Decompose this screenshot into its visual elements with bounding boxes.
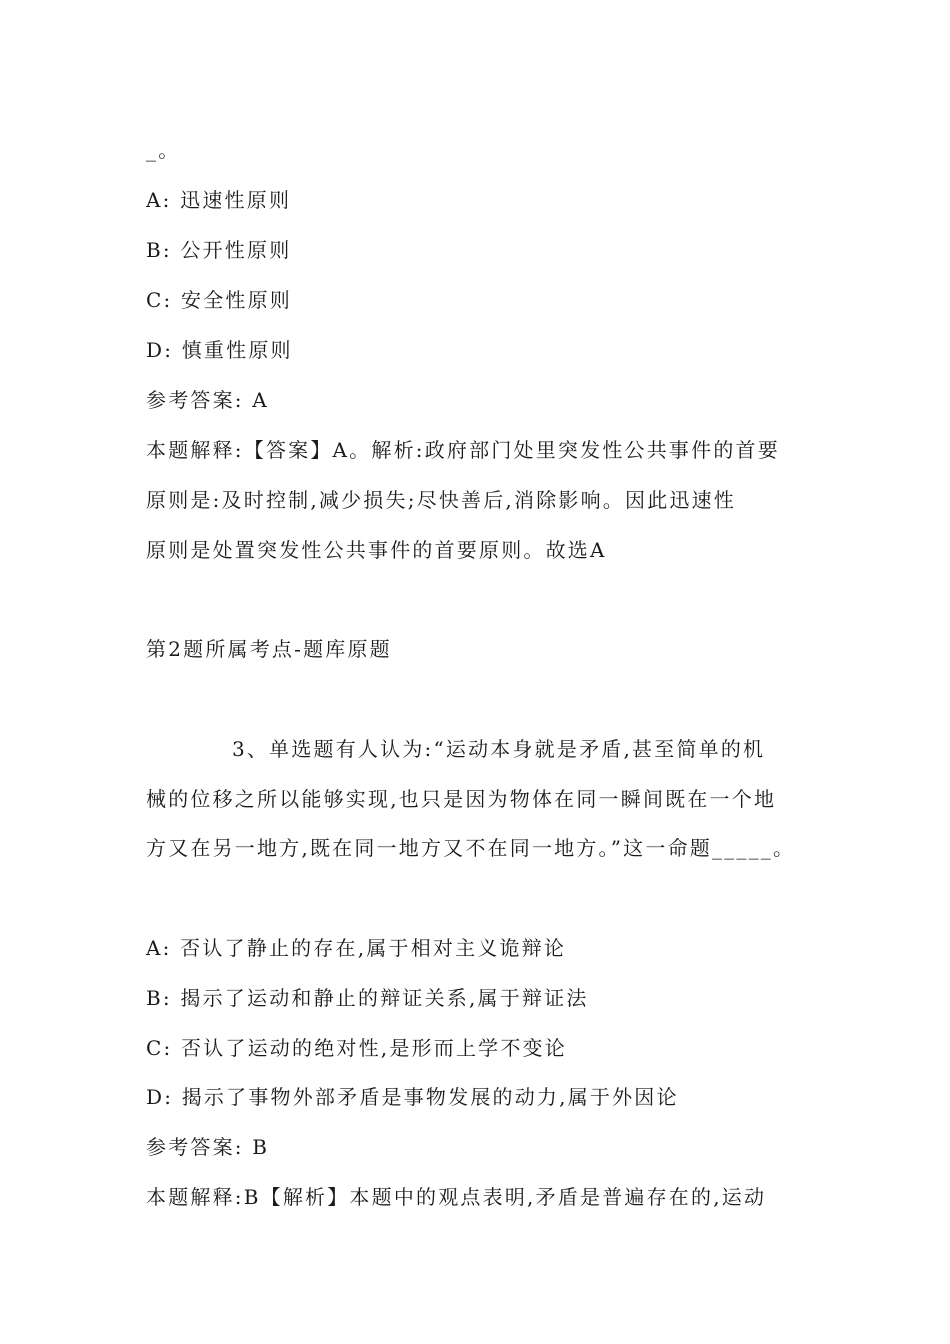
question-3-explanation-line: 本题解释:B【解析】本题中的观点表明,矛盾是普遍存在的,运动: [146, 1185, 767, 1209]
question-2-option-d: D: 慎重性原则: [146, 338, 293, 362]
question-2-explanation-line: 原则是处置突发性公共事件的首要原则。故选A: [146, 538, 607, 562]
question-3-stem-line: 械的位移之所以能够实现,也只是因为物体在同一瞬间既在一个地: [146, 787, 777, 811]
question-3-stem-line: 方又在另一地方,既在同一地方又不在同一地方。”这一命题_____。: [146, 836, 796, 860]
question-2-stem-tail: _。: [146, 138, 181, 162]
question-2-option-a: A: 迅速性原则: [146, 188, 292, 212]
question-2-explanation-line: 本题解释:【答案】A。解析:政府部门处里突发性公共事件的首要: [146, 438, 780, 462]
question-2-topic: 第2题所属考点-题库原题: [146, 637, 392, 661]
question-3-option-d: D: 揭示了事物外部矛盾是事物发展的动力,属于外因论: [146, 1085, 679, 1109]
question-3-answer: 参考答案: B: [146, 1135, 270, 1159]
question-3-option-b: B: 揭示了运动和静止的辩证关系,属于辩证法: [146, 986, 589, 1010]
question-3-stem-line: 3、单选题有人认为:“运动本身就是矛盾,甚至简单的机: [232, 737, 766, 761]
question-2-option-b: B: 公开性原则: [146, 238, 292, 262]
question-3-option-c: C: 否认了运动的绝对性,是形而上学不变论: [146, 1036, 567, 1060]
question-2-explanation-line: 原则是:及时控制,减少损失;尽快善后,消除影响。因此迅速性: [146, 488, 736, 512]
question-3-option-a: A: 否认了静止的存在,属于相对主义诡辩论: [146, 936, 567, 960]
question-2-option-c: C: 安全性原则: [146, 288, 292, 312]
question-2-answer: 参考答案: A: [146, 388, 269, 412]
